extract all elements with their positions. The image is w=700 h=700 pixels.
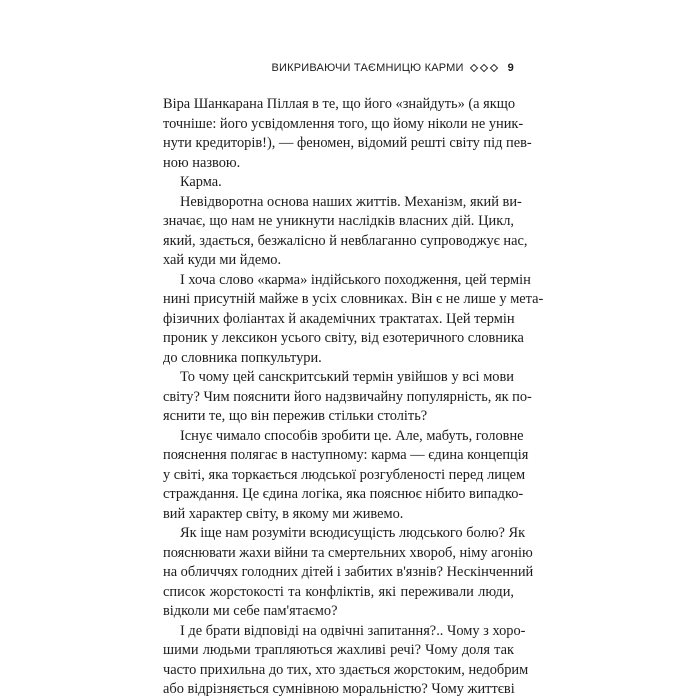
text-line: страждання. Це єдина логіка, яка пояснює нібито випадко- — [163, 486, 524, 502]
text-line: То чому цей санскритський термін увійшов у всі мови — [180, 369, 514, 385]
text-line: хай куди ми йдемо. — [163, 252, 282, 268]
text-line: Як іще нам розуміти всюдисущість людського болю? Як — [180, 525, 526, 541]
text-line: пояснювати жахи війни та смертельних хвороб, німу агонію — [163, 544, 533, 561]
text-line: значає, що нам не уникнути наслідків власних дій. Цикл, — [163, 213, 514, 229]
running-header-title: ВИКРИВАЮЧИ ТАЄМНИЦЮ КАРМИ — [271, 62, 464, 74]
text-line: список жорстокості та конфліктів, які переживали люди, — [163, 583, 514, 600]
text-line: ною назвою. — [163, 154, 241, 171]
text-line: Віра Шанкарана Піллая в те, що його «знайдуть» (а якщо — [163, 96, 516, 112]
text-line: вий характер світу, в якому ми живемо. — [163, 505, 404, 522]
diamond-ornament-icon — [470, 65, 498, 71]
text-line: шими людьми трапляються жахливі речі? Чому доля так — [163, 642, 514, 658]
text-line: на обличчях голодних дітей і забитих в'язнів? Нескінченний — [163, 564, 534, 580]
text-line: пояснення полягає в наступному: карма — єдина концепція — [163, 447, 529, 463]
text-line: Карма. — [180, 174, 222, 190]
text-line: або відрізняється сумнівною моральністю? Чому життєві — [163, 681, 515, 697]
text-line: проник у лексикон усього світу, від езотеричного словника — [163, 330, 524, 346]
text-line: Існує чимало способів зробити це. Але, мабуть, головне — [180, 427, 524, 444]
text-line: у світі, яка торкається людської розгубленості перед лицем — [163, 466, 526, 483]
text-line: яснити те, що він пережив стільки століть? — [163, 408, 428, 424]
text-line: нути кредиторів!), — феномен, відомий решті світу під пев- — [163, 135, 532, 151]
running-header — [271, 62, 514, 74]
page-number: 9 — [507, 62, 514, 74]
text-line: відколи ми себе пам'ятаємо? — [163, 603, 338, 619]
text-line: І де брати відповіді на одвічні запитання?.. Чому з хоро- — [180, 622, 526, 639]
text-line: І хоча слово «карма» індійського походження, цей термін — [180, 271, 531, 288]
text-line: який, здається, безжалісно й невблаганно супроводжує нас, — [163, 232, 528, 249]
text-line: Невідворотна основа наших життів. Механізм, який ви- — [180, 193, 522, 210]
text-line: фізичних фоліантах й академічних трактатах. Цей термін — [163, 310, 515, 327]
text-line: точніше: його усвідомлення того, що йому ніколи не уник- — [163, 115, 524, 132]
text-line: часто прихильна до тих, хто здається жорстоким, недобрим — [163, 661, 529, 678]
text-line: до словника попкультури. — [163, 349, 322, 366]
body-text — [163, 95, 544, 700]
text-line: світу? Чим пояснити його надзвичайну популярність, як по- — [163, 388, 532, 405]
text-line: нині присутній майже в усіх словниках. Він є не лише у мета- — [163, 291, 544, 307]
